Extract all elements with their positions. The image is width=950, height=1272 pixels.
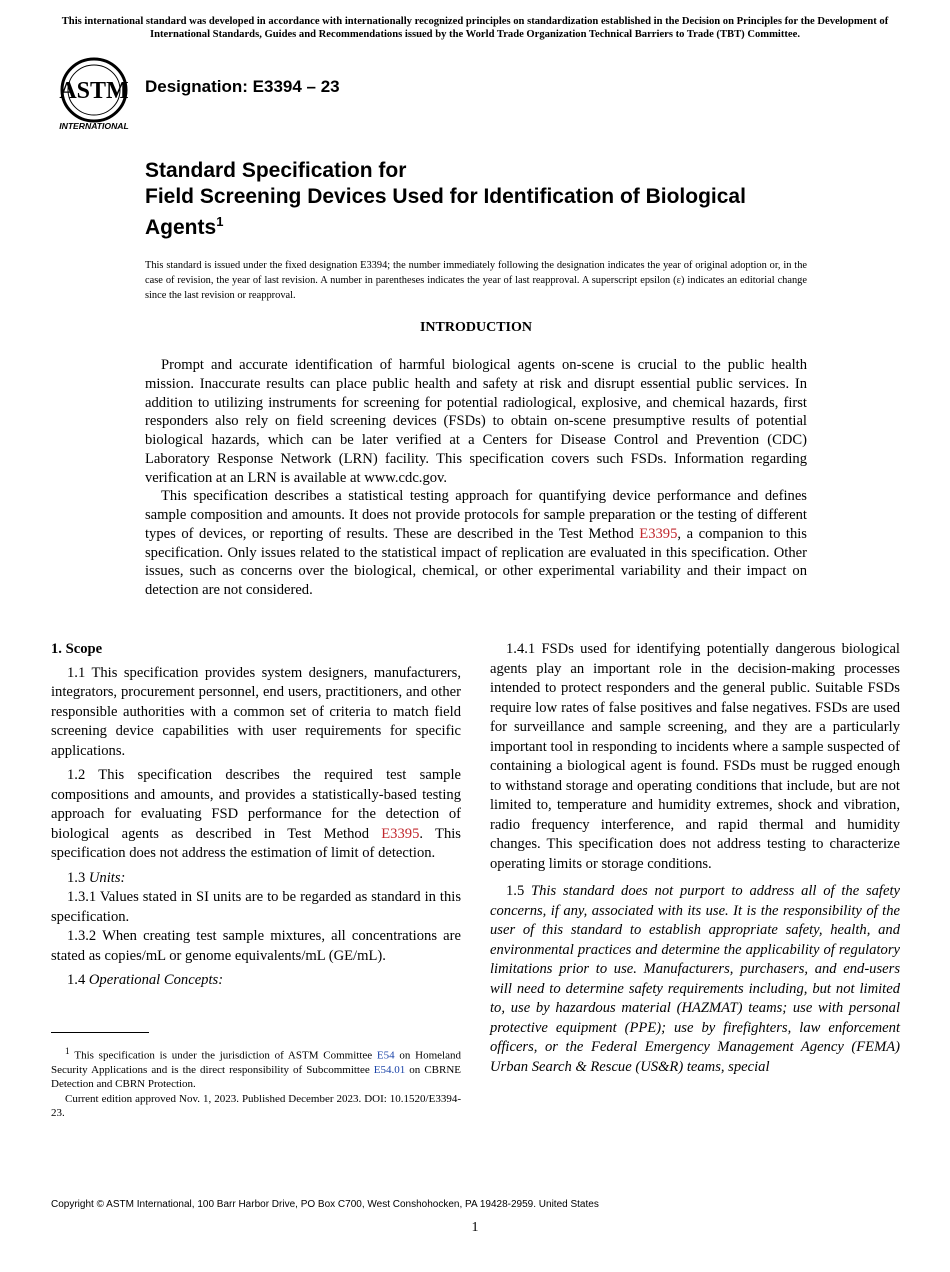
section-1-3-2: 1.3.2 When creating test sample mixtures, all concentrations are stated as copies/mL or genome equivalents/mL (GE/mL). bbox=[51, 928, 461, 964]
introduction-body bbox=[145, 356, 807, 600]
logo-text: ASTM bbox=[59, 78, 129, 104]
title-line2: Field Screening Devices Used for Identification of Biological Agents$^1$ bbox=[145, 184, 746, 239]
e3395-link[interactable]: E3395 bbox=[381, 825, 420, 842]
intro-paragraph-1: Prompt and accurate identification of harmful biological agents on-scene is crucial to the public health mission. Inaccurate results can place public health and safety at risk and disrupt essential public services. In addition to utilizing instruments for screening for potential radiological, explosive, and chemical hazards, first responders also rely on field screening devices (FSDs) to obtain on-scene presumptive results of potential biological hazards, which can be later verified at a Centers for Disease Control and Prevention (CDC) Laboratory Response Network (LRN) facility. This specification covers such FSDs. Information regarding verification at an LRN is available at www.cdc.gov. bbox=[145, 357, 807, 486]
title-line1: Standard Specification for bbox=[145, 159, 407, 182]
e54-link[interactable]: E54 bbox=[376, 1049, 395, 1062]
introduction-heading: INTRODUCTION bbox=[419, 320, 532, 335]
scope-heading: 1. Scope bbox=[51, 641, 103, 657]
designation: Designation: E3394 – 23 bbox=[145, 77, 340, 96]
wto-notice: This international standard was developed in accordance with internationally recognized principles on standardization established in the Decision on Principles for the Development of International Standards, Guides and Recommendations issued by the World Trade Organization Technical Barriers to Trade (TBT) Committee. bbox=[61, 16, 889, 40]
section-1-2: 1.2 This specification describes the required test sample compositions and amounts, and provides a statistically-based testing approach for evaluating FSD performance for the detection of biological agents as described in Test Method E3395. This specification does not address the estimation of limit of detection. bbox=[51, 767, 461, 861]
e54-01-link[interactable]: E54.01 bbox=[373, 1064, 406, 1077]
section-1-3-1: 1.3.1 Values stated in SI units are to be regarded as standard in this specification. bbox=[51, 889, 461, 925]
title-footnote-mark: 1 bbox=[216, 214, 224, 229]
left-column bbox=[51, 640, 461, 996]
right-column bbox=[490, 640, 900, 1082]
page-number: 1 bbox=[471, 1220, 479, 1235]
document-title bbox=[145, 158, 825, 241]
section-1-3: 1.3 Units: bbox=[67, 869, 126, 886]
footnote-edition: Current edition approved Nov. 1, 2023. Published December 2023. DOI: 10.1520/E3394-23. bbox=[51, 1092, 461, 1120]
section-1-5: 1.5 This standard does not purport to address all of the safety concerns, if any, associated with its use. It is the responsibility of the user of this standard to establish appropriate safety, health, and environmental practices and determine the applicability of regulatory limitations prior to use. Manufacturers, purchasers, and end-users will need to determine safety requirements including, but not limited to, use by hazardous material (HAZMAT) teams; use with personal protective equipment (PPE); use by firefighters, law enforcement officers, or the Federal Emergency Management Agency (FEMA) Urban Search & Rescue (US&R) teams, special bbox=[490, 883, 900, 1075]
section-1-1: 1.1 This specification provides system designers, manufacturers, integrators, procurement personnel, end users, practitioners, and other responsible authorities with a common set of criteria to match field screening device capabilities with user requirements for specific applications. bbox=[51, 664, 461, 759]
copyright-line: Copyright © ASTM International, 100 Barr Harbor Drive, PO Box C700, West Conshohocken, PA 19428-2959. United States bbox=[51, 1199, 599, 1210]
intro-paragraph-2: This specification describes a statistical testing approach for quantifying device performance and defines sample composition and amounts. It does not provide protocols for sample preparation or the testing of different types of devices, or reporting of results. These are described in the Test Method E3395, a companion to this specification. Only issues related to the statistical impact of replication are evaluated in this specification. Other issues, such as concerns over the biological, chemical, or other experimental variability and their impact on detection are not considered. bbox=[145, 488, 807, 598]
section-1-4: 1.4 Operational Concepts: bbox=[67, 972, 224, 988]
footnote-divider bbox=[51, 1032, 149, 1033]
section-1-4-1: 1.4.1 FSDs used for identifying potentially dangerous biological agents play an important role in the decision-making processes intended to protect responders and the general public. Suitable FSDs require low rates of false positives and false negatives. FSDs are used for surveillance and sample screening, and they are a particularly important tool in responding to incidents where a sample suspected of containing a biological agent is found. FSDs must be rugged enough to withstand storage and operating conditions that include, but are not limited to, temperature and humidity extremes, shock and vibration, radio frequency interference, and rapid thermal and humidity changes. This specification does not address testing to characterize operating limits or storage conditions. bbox=[490, 641, 900, 872]
astm-logo bbox=[53, 56, 135, 132]
e3395-link[interactable]: E3395 bbox=[639, 525, 678, 542]
issued-statement: This standard is issued under the fixed designation E3394; the number immediately following the designation indicates the year of original adoption or, in the case of revision, the year of last revision. A number in parentheses indicates the year of last reapproval. A superscript epsilon (ε) indicates an editorial change since the last revision or reapproval. bbox=[145, 260, 807, 301]
footnote-1: $^1$ This specification is under the jurisdiction of ASTM Committee E54 on Homeland Security Applications and is the direct responsibility of Subcommittee E54.01 on CBRNE Detection and CBRN Protection. bbox=[51, 1046, 461, 1091]
footnote bbox=[51, 1044, 461, 1121]
logo-subtext: INTERNATIONAL bbox=[59, 121, 129, 131]
